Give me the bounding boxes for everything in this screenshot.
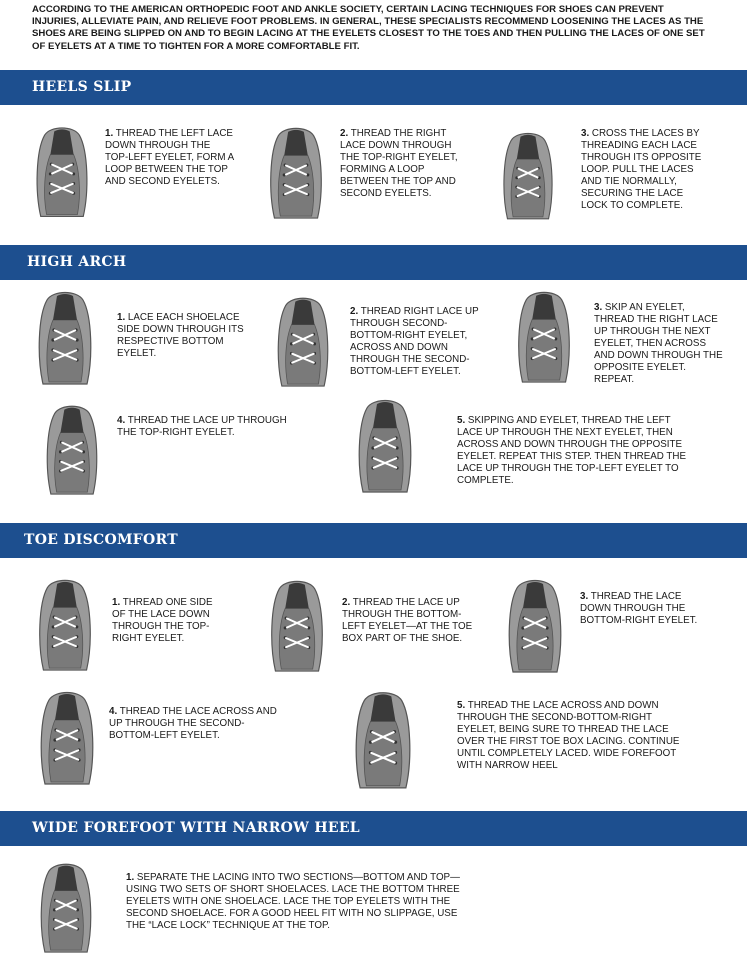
toe-discomfort-step-2: 2. THREAD THE LACE UP THROUGH THE BOTTOM-LEFT EYELET—AT THE TOE BOX PART OF THE SHOE.: [342, 597, 473, 644]
toe-discomfort-step-3: 3. THREAD THE LACE DOWN THROUGH THE BOTTOM-RIGHT EYELET.: [580, 591, 698, 626]
section-title: HIGH ARCH: [27, 254, 127, 270]
section-title: WIDE FOREFOOT WITH NARROW HEEL: [32, 820, 360, 836]
shoe-illustration: [500, 125, 556, 223]
shoe-illustration: [32, 686, 102, 786]
shoe-illustration: [508, 286, 580, 384]
high-arch-step-5: 5. SKIPPING AND EYELET, THREAD THE LEFT LACE UP THROUGH THE NEXT EYELET, THEN ACROSS AND DOWN THROUGH THE OPPOSITE EYELET. REPEAT THIS STEP. THEN THREAD THE LACE UP THROUGH THE TOP-LEFT EYELET TO COMPLETE.: [457, 415, 687, 486]
shoe-illustration: [345, 394, 425, 494]
shoe-illustration: [33, 858, 99, 954]
shoe-illustration: [32, 574, 98, 672]
heels-slip-step-1: 1. THREAD THE LEFT LACE DOWN THROUGH THE TOP-LEFT EYELET, FORM A LOOP BETWEEN THE TOP AND SECOND EYELETS.: [105, 128, 234, 187]
toe-discomfort-step-5: 5. THREAD THE LACE ACROSS AND DOWN THROUGH THE SECOND-BOTTOM-RIGHT EYELET, BEING SURE TO THREAD THE LACE OVER THE FIRST TOE BOX LACING. CONTINUE UNTIL COMPLETELY LACED. WIDE FOREFOOT WITH NARROW HEEL: [457, 700, 680, 771]
toe-discomfort-step-4: 4. THREAD THE LACE ACROSS AND UP THROUGH THE SECOND-BOTTOM-LEFT EYELET.: [109, 706, 277, 741]
heels-slip-step-3: 3. CROSS THE LACES BY THREADING EACH LACE THROUGH ITS OPPOSITE LOOP. PULL THE LACES AND TIE NORMALLY, SECURING THE LACE LOCK TO COMPLETE.: [581, 128, 702, 211]
shoe-illustration: [345, 686, 421, 790]
shoe-illustration: [265, 122, 327, 220]
high-arch-step-3: 3. SKIP AN EYELET, THREAD THE RIGHT LACE UP THROUGH THE NEXT EYELET, THEN ACROSS AND DOWN THROUGH THE OPPOSITE EYELET. REPEAT.: [594, 302, 723, 385]
high-arch-step-2: 2. THREAD RIGHT LACE UP THROUGH SECOND-BOTTOM-RIGHT EYELET, ACROSS AND DOWN THROUGH THE SECOND-BOTTOM-LEFT EYELET.: [350, 306, 479, 377]
shoe-illustration: [30, 286, 100, 386]
shoe-illustration: [33, 120, 91, 220]
section-toe-discomfort-header: [0, 523, 747, 558]
section-title: TOE DISCOMFORT: [24, 532, 178, 548]
high-arch-step-4: 4. THREAD THE LACE UP THROUGH THE TOP-RIGHT EYELET.: [117, 415, 287, 438]
toe-discomfort-step-1: 1. THREAD ONE SIDE OF THE LACE DOWN THROUGH THE TOP-RIGHT EYELET.: [112, 597, 213, 644]
section-heels-slip-header: [0, 70, 747, 105]
section-wide-forefoot-header: [0, 811, 747, 846]
high-arch-step-1: 1. LACE EACH SHOELACE SIDE DOWN THROUGH ITS RESPECTIVE BOTTOM EYELET.: [117, 312, 244, 359]
section-title: HEELS SLIP: [32, 79, 132, 95]
shoe-illustration: [260, 575, 334, 673]
wide-forefoot-step-1: 1. SEPARATE THE LACING INTO TWO SECTIONS—BOTTOM AND TOP—USING TWO SETS OF SHORT SHOELACES. LACE THE BOTTOM THREE EYELETS WITH ONE SHOELACE. LACE THE TOP EYELETS WITH THE SECOND SHOELACE. FOR A GOOD HEEL FIT WITH NO SLIPPAGE, USE THE “LACE LOCK” TECHNIQUE AT THE TOP.: [126, 872, 460, 931]
section-high-arch-header: [0, 245, 747, 280]
heels-slip-step-2: 2. THREAD THE RIGHT LACE DOWN THROUGH THE TOP-RIGHT EYELET, FORMING A LOOP BETWEEN THE TOP AND SECOND EYELETS.: [340, 128, 458, 199]
intro-text: ACCORDING TO THE AMERICAN ORTHOPEDIC FOOT AND ANKLE SOCIETY, CERTAIN LACING TECHNIQUES FOR SHOES CAN PREVENT INJURIES, ALLEVIATE PAIN, AND RELIEVE FOOT PROBLEMS. IN GENERAL, THESE SPECIALISTS RECOMMEND LOOSENING THE LACES AS THE SHOES ARE BEING SLIPPED ON AND TO BEGIN LACING AT THE EYELETS CLOSEST TO THE TOES AND THEN PULLING THE LACES OF ONE SET OF EYELETS AT A TIME TO TIGHTEN FOR A MORE COMFORTABLE FIT.: [32, 4, 705, 52]
shoe-illustration: [36, 400, 108, 496]
shoe-illustration: [263, 292, 343, 388]
shoe-illustration: [500, 574, 570, 674]
